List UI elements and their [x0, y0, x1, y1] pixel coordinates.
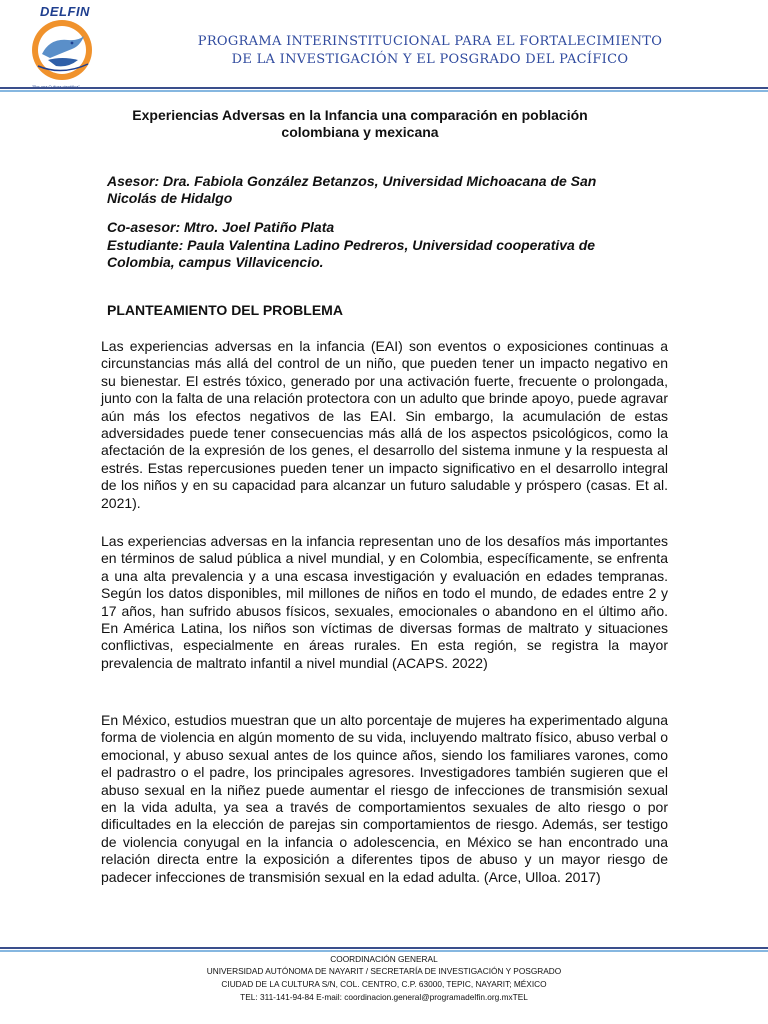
footer-rule-dark — [0, 947, 768, 949]
body-paragraph-2: Las experiencias adversas en la infancia representan uno de los desafíos más importantes en términos de salud pública a nivel mundial, y en Colombia, específicamente, se enfrenta a una alta prevalencia y a una escasa investigación y evaluación en edades tempranas. Según los datos disponibles, mil millones de niños en todo el mundo, de edades entre 2 y 17 años, han sufrido abusos físicos, sexuales, emocionales o abandono en el último año. En América Latina, los niños son víctimas de diversas formas de maltrato y situaciones conflictivas, especialmente en áreas rurales. En esta región, se registra la mayor prevalencia de maltrato infantil a nivel mundial (ACAPS. 2022) — [101, 533, 668, 671]
footer-university: UNIVERSIDAD AUTÓNOMA DE NAYARIT / SECRETARÍA DE INVESTIGACIÓN Y POSGRADO — [206, 966, 562, 976]
footer-coordination: COORDINACIÓN GENERAL — [330, 954, 438, 964]
logo-wordmark: DELFIN — [40, 4, 90, 19]
delfin-logo — [28, 4, 100, 90]
footer-contact: TEL: 311-141-94-84 E-mail: coordinacion.general@programadelfin.org.mxTEL — [240, 992, 528, 1002]
document-title — [100, 107, 620, 141]
body-paragraph-3: En México, estudios muestran que un alto porcentaje de mujeres ha experimentado alguna forma de violencia en algún momento de su vida, incluyendo maltrato físico, abuso verbal o emocional, y abuso sexual antes de los quince años, siendo los familiares varones, como el padrastro o el padre, los principales agresores. Investigadores también sugieren que el abuso sexual en la niñez puede aumentar el riesgo de infecciones de transmisión sexual en la vida adulta, ya sea a través de comportamientos sexuales de alto riesgo o por dificultades en la elección de parejas sin comportamientos de riesgo. Además, ser testigo de violencia conyugal en la infancia o adolescencia, en México se han encontrado una relación directa entre la exposición a diferentes tipos de abuso y un mayor riesgo de padecer infecciones de transmisión sexual en la edad adulta. (Arce, Ulloa. 2017) — [101, 712, 668, 885]
document-title-line1: Experiencias Adversas en la Infancia una comparación en población — [132, 107, 588, 123]
page-header — [0, 0, 768, 92]
advisor-line: Asesor: Dra. Fabiola González Betanzos, Universidad Michoacana de San Nicolás de Hidalgo — [107, 173, 597, 206]
student-line: Estudiante: Paula Valentina Ladino Pedreros, Universidad cooperativa de Colombia, campus Villavicencio. — [107, 237, 596, 270]
header-title-line2: DE LA INVESTIGACIÓN Y EL POSGRADO DEL PACÍFICO — [231, 52, 629, 67]
header-title-line1: PROGRAMA INTERINSTITUCIONAL PARA EL FORTALECIMIENTO — [197, 34, 663, 49]
co-advisor-line: Co-asesor: Mtro. Joel Patiño Plata — [107, 219, 335, 235]
header-rule-light — [0, 90, 768, 92]
dolphin-emblem-icon — [28, 16, 100, 84]
footer-rule-light — [0, 950, 768, 952]
header-rule-dark — [0, 87, 768, 89]
section-heading: PLANTEAMIENTO DEL PROBLEMA — [107, 302, 343, 318]
footer-address: CIUDAD DE LA CULTURA S/N, COL. CENTRO, C.P. 63000, TEPIC, NAYARIT; MÉXICO — [221, 979, 547, 989]
body-paragraph-1: Las experiencias adversas en la infancia (EAI) son eventos o exposiciones continuas a circunstancias más allá del control de un niño, que pueden tener un impacto negativo en su bienestar. El estrés tóxico, generado por una activación fuerte, frecuente o prolongada, junto con la falta de una relación protectora con un adulto que brinde apoyo, puede agravar aún más los efectos negativos de las EAI. Sin embargo, la acumulación de estas adversidades puede tener consecuencias más allá de los aspectos psicológicos, como la afectación de la expresión de los genes, el desarrollo del sistema inmune y la respuesta al estrés. Estas repercusiones pueden tener un impacto significativo en el desarrollo integral de los niños y en su capacidad para alcanzar un futuro saludable y próspero (casas. Et al. 2021). — [101, 338, 668, 511]
document-title-line2: colombiana y mexicana — [281, 124, 439, 140]
